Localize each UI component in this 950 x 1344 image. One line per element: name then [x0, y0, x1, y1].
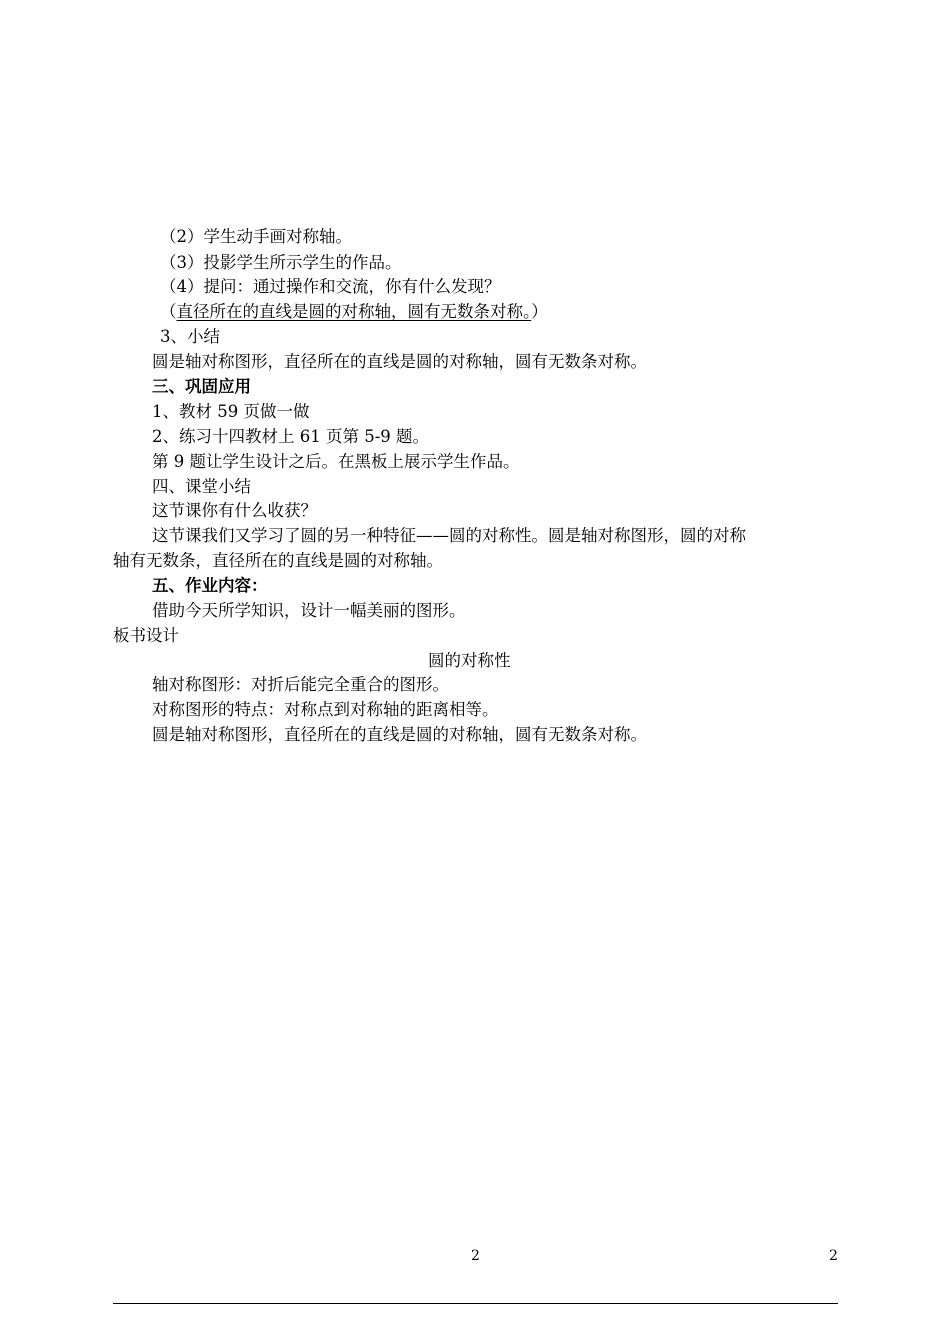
- footer-rule: [113, 1303, 838, 1304]
- step-4-line: （4）提问：通过操作和交流，你有什么发现？: [160, 277, 501, 296]
- board-design-heading: 板书设计: [113, 626, 179, 645]
- section-5-heading: 五、作业内容：: [152, 576, 268, 595]
- exercise-1: 1、教材 59 页做一做: [152, 402, 310, 421]
- page-number-center: 2: [471, 1248, 480, 1264]
- finding-close-paren: ）: [531, 302, 548, 321]
- homework-text: 借助今天所学知识，设计一幅美丽的图形。: [152, 601, 466, 620]
- board-line-2: 对称图形的特点：对称点到对称轴的距离相等。: [152, 700, 499, 719]
- finding-underlined-text: 直径所在的直线是圆的对称轴，圆有无数条对称。: [176, 302, 532, 321]
- board-line-3: 圆是轴对称图形，直径所在的直线是圆的对称轴，圆有无数条对称。: [152, 725, 647, 744]
- summary-heading: 3、小结: [160, 327, 220, 346]
- summary-text: 圆是轴对称图形，直径所在的直线是圆的对称轴，圆有无数条对称。: [152, 352, 647, 371]
- board-line-1: 轴对称图形：对折后能完全重合的图形。: [152, 675, 449, 694]
- step-2-line: （2）学生动手画对称轴。: [160, 227, 352, 246]
- finding-open-paren: （: [160, 302, 177, 321]
- section-3-heading: 三、巩固应用: [152, 377, 251, 396]
- question-line: 这节课你有什么收获？: [152, 501, 317, 520]
- conclusion-line-1: 这节课我们又学习了圆的另一种特征——圆的对称性。圆是轴对称图形，圆的对称: [152, 526, 746, 545]
- step-3-line: （3）投影学生所示学生的作品。: [160, 253, 402, 272]
- page-number-right: 2: [829, 1248, 838, 1264]
- finding-line: [160, 300, 548, 324]
- conclusion-line-2: 轴有无数条，直径所在的直线是圆的对称轴。: [113, 551, 443, 570]
- exercise-9-note: 第 9 题让学生设计之后。在黑板上展示学生作品。: [152, 452, 520, 471]
- section-4-heading: 四、课堂小结: [152, 477, 251, 496]
- board-title: 圆的对称性: [428, 651, 511, 670]
- exercise-2: 2、练习十四教材上 61 页第 5-9 题。: [152, 427, 430, 446]
